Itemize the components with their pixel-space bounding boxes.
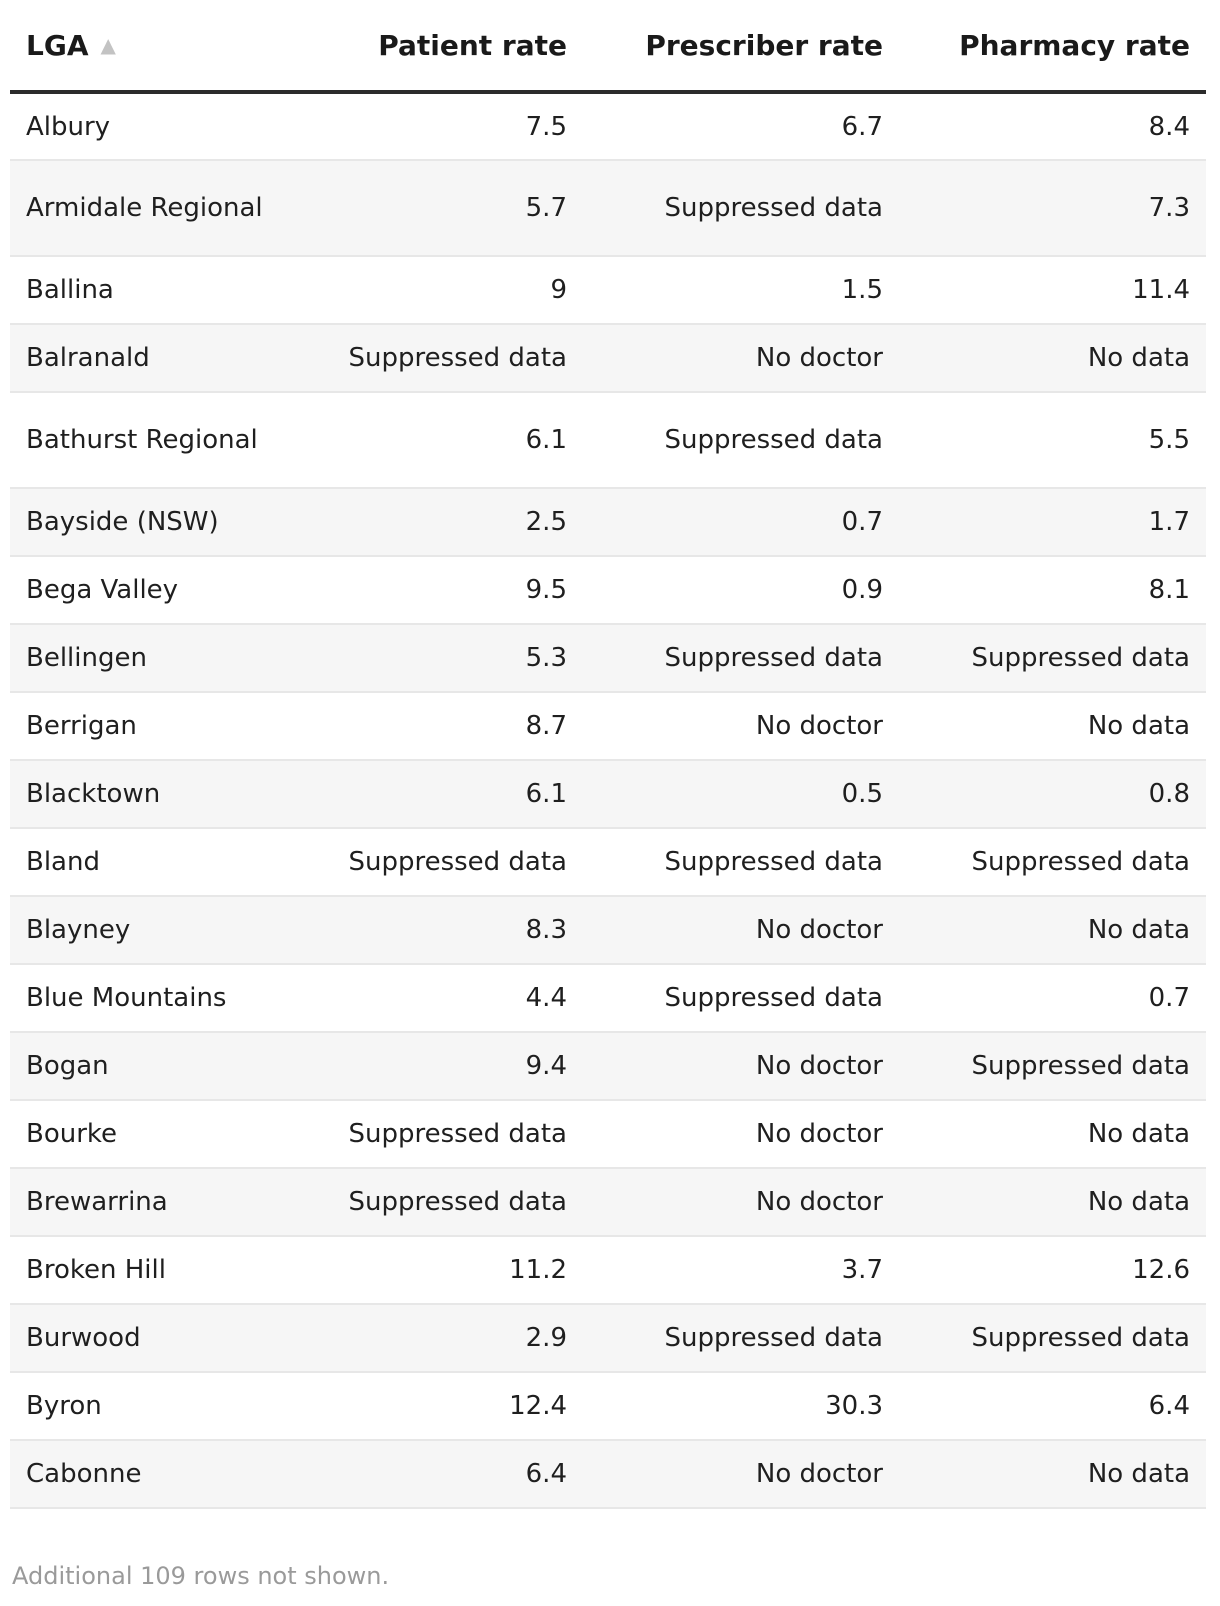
cell-pharmacy-rate: No data xyxy=(899,324,1206,392)
cell-pharmacy-rate: 12.6 xyxy=(899,1236,1206,1304)
cell-pharmacy-rate: Suppressed data xyxy=(899,1304,1206,1372)
table-row xyxy=(10,964,1206,1032)
table-row xyxy=(10,160,1206,256)
cell-lga: Bayside (NSW) xyxy=(10,488,300,556)
table-header-row xyxy=(10,0,1206,92)
column-header-label: LGA xyxy=(26,28,89,62)
data-table xyxy=(10,0,1206,1509)
cell-prescriber-rate: No doctor xyxy=(583,1032,899,1100)
cell-prescriber-rate: 0.7 xyxy=(583,488,899,556)
column-header-lga[interactable] xyxy=(10,0,300,92)
cell-prescriber-rate: No doctor xyxy=(583,692,899,760)
cell-patient-rate: 6.1 xyxy=(300,392,583,488)
cell-lga: Balranald xyxy=(10,324,300,392)
cell-pharmacy-rate: No data xyxy=(899,692,1206,760)
cell-patient-rate: Suppressed data xyxy=(300,1100,583,1168)
table-row xyxy=(10,556,1206,624)
cell-patient-rate: 5.7 xyxy=(300,160,583,256)
cell-lga: Bellingen xyxy=(10,624,300,692)
rows-not-shown-note: Additional 109 rows not shown. xyxy=(12,1562,390,1590)
cell-lga: Ballina xyxy=(10,256,300,324)
cell-patient-rate: 8.3 xyxy=(300,896,583,964)
cell-prescriber-rate: 3.7 xyxy=(583,1236,899,1304)
cell-lga: Bland xyxy=(10,828,300,896)
cell-prescriber-rate: Suppressed data xyxy=(583,828,899,896)
cell-prescriber-rate: No doctor xyxy=(583,896,899,964)
column-header-label: Pharmacy rate xyxy=(959,28,1190,62)
cell-prescriber-rate: 6.7 xyxy=(583,92,899,160)
table-row xyxy=(10,324,1206,392)
table-row xyxy=(10,488,1206,556)
column-header-label: Patient rate xyxy=(378,28,567,62)
cell-lga: Blue Mountains xyxy=(10,964,300,1032)
cell-patient-rate: 4.4 xyxy=(300,964,583,1032)
cell-prescriber-rate: Suppressed data xyxy=(583,1304,899,1372)
table-row xyxy=(10,1372,1206,1440)
cell-pharmacy-rate: 8.1 xyxy=(899,556,1206,624)
table-row xyxy=(10,828,1206,896)
cell-prescriber-rate: Suppressed data xyxy=(583,160,899,256)
cell-pharmacy-rate: No data xyxy=(899,896,1206,964)
cell-patient-rate: 2.9 xyxy=(300,1304,583,1372)
table-row xyxy=(10,1304,1206,1372)
cell-patient-rate: 11.2 xyxy=(300,1236,583,1304)
cell-pharmacy-rate: 11.4 xyxy=(899,256,1206,324)
table-row xyxy=(10,692,1206,760)
cell-patient-rate: 9.4 xyxy=(300,1032,583,1100)
cell-pharmacy-rate: Suppressed data xyxy=(899,828,1206,896)
cell-lga: Broken Hill xyxy=(10,1236,300,1304)
cell-pharmacy-rate: Suppressed data xyxy=(899,624,1206,692)
cell-pharmacy-rate: 1.7 xyxy=(899,488,1206,556)
table-row xyxy=(10,1032,1206,1100)
column-header-pharmacy-rate[interactable] xyxy=(899,0,1206,92)
cell-patient-rate: 6.4 xyxy=(300,1440,583,1508)
cell-lga: Bogan xyxy=(10,1032,300,1100)
cell-prescriber-rate: 30.3 xyxy=(583,1372,899,1440)
cell-patient-rate: Suppressed data xyxy=(300,828,583,896)
cell-lga: Cabonne xyxy=(10,1440,300,1508)
table-row xyxy=(10,256,1206,324)
cell-lga: Blacktown xyxy=(10,760,300,828)
table-row xyxy=(10,1236,1206,1304)
cell-prescriber-rate: No doctor xyxy=(583,1100,899,1168)
cell-patient-rate: Suppressed data xyxy=(300,324,583,392)
cell-lga: Bega Valley xyxy=(10,556,300,624)
cell-patient-rate: 6.1 xyxy=(300,760,583,828)
column-header-label: Prescriber rate xyxy=(645,28,883,62)
cell-prescriber-rate: 1.5 xyxy=(583,256,899,324)
table-row xyxy=(10,896,1206,964)
cell-lga: Bathurst Regional xyxy=(10,392,300,488)
data-table-container xyxy=(10,0,1206,1509)
table-row xyxy=(10,1100,1206,1168)
cell-pharmacy-rate: Suppressed data xyxy=(899,1032,1206,1100)
cell-pharmacy-rate: 6.4 xyxy=(899,1372,1206,1440)
cell-prescriber-rate: 0.9 xyxy=(583,556,899,624)
cell-pharmacy-rate: 7.3 xyxy=(899,160,1206,256)
cell-patient-rate: Suppressed data xyxy=(300,1168,583,1236)
cell-patient-rate: 5.3 xyxy=(300,624,583,692)
cell-patient-rate: 8.7 xyxy=(300,692,583,760)
cell-lga: Brewarrina xyxy=(10,1168,300,1236)
cell-patient-rate: 9.5 xyxy=(300,556,583,624)
cell-pharmacy-rate: No data xyxy=(899,1440,1206,1508)
cell-prescriber-rate: Suppressed data xyxy=(583,964,899,1032)
cell-lga: Armidale Regional xyxy=(10,160,300,256)
cell-pharmacy-rate: No data xyxy=(899,1168,1206,1236)
table-row xyxy=(10,624,1206,692)
cell-pharmacy-rate: No data xyxy=(899,1100,1206,1168)
cell-lga: Bourke xyxy=(10,1100,300,1168)
table-row xyxy=(10,392,1206,488)
cell-patient-rate: 7.5 xyxy=(300,92,583,160)
cell-prescriber-rate: No doctor xyxy=(583,1168,899,1236)
cell-lga: Blayney xyxy=(10,896,300,964)
cell-lga: Albury xyxy=(10,92,300,160)
cell-lga: Burwood xyxy=(10,1304,300,1372)
cell-lga: Berrigan xyxy=(10,692,300,760)
table-row xyxy=(10,92,1206,160)
column-header-prescriber-rate[interactable] xyxy=(583,0,899,92)
cell-patient-rate: 12.4 xyxy=(300,1372,583,1440)
cell-prescriber-rate: No doctor xyxy=(583,1440,899,1508)
column-header-patient-rate[interactable] xyxy=(300,0,583,92)
cell-lga: Byron xyxy=(10,1372,300,1440)
cell-pharmacy-rate: 8.4 xyxy=(899,92,1206,160)
cell-prescriber-rate: Suppressed data xyxy=(583,392,899,488)
table-row xyxy=(10,1440,1206,1508)
cell-pharmacy-rate: 0.7 xyxy=(899,964,1206,1032)
table-row xyxy=(10,1168,1206,1236)
cell-patient-rate: 9 xyxy=(300,256,583,324)
cell-prescriber-rate: No doctor xyxy=(583,324,899,392)
cell-pharmacy-rate: 0.8 xyxy=(899,760,1206,828)
cell-prescriber-rate: 0.5 xyxy=(583,760,899,828)
cell-pharmacy-rate: 5.5 xyxy=(899,392,1206,488)
cell-prescriber-rate: Suppressed data xyxy=(583,624,899,692)
table-row xyxy=(10,760,1206,828)
sort-ascending-icon[interactable]: ▲ xyxy=(100,32,116,57)
cell-patient-rate: 2.5 xyxy=(300,488,583,556)
